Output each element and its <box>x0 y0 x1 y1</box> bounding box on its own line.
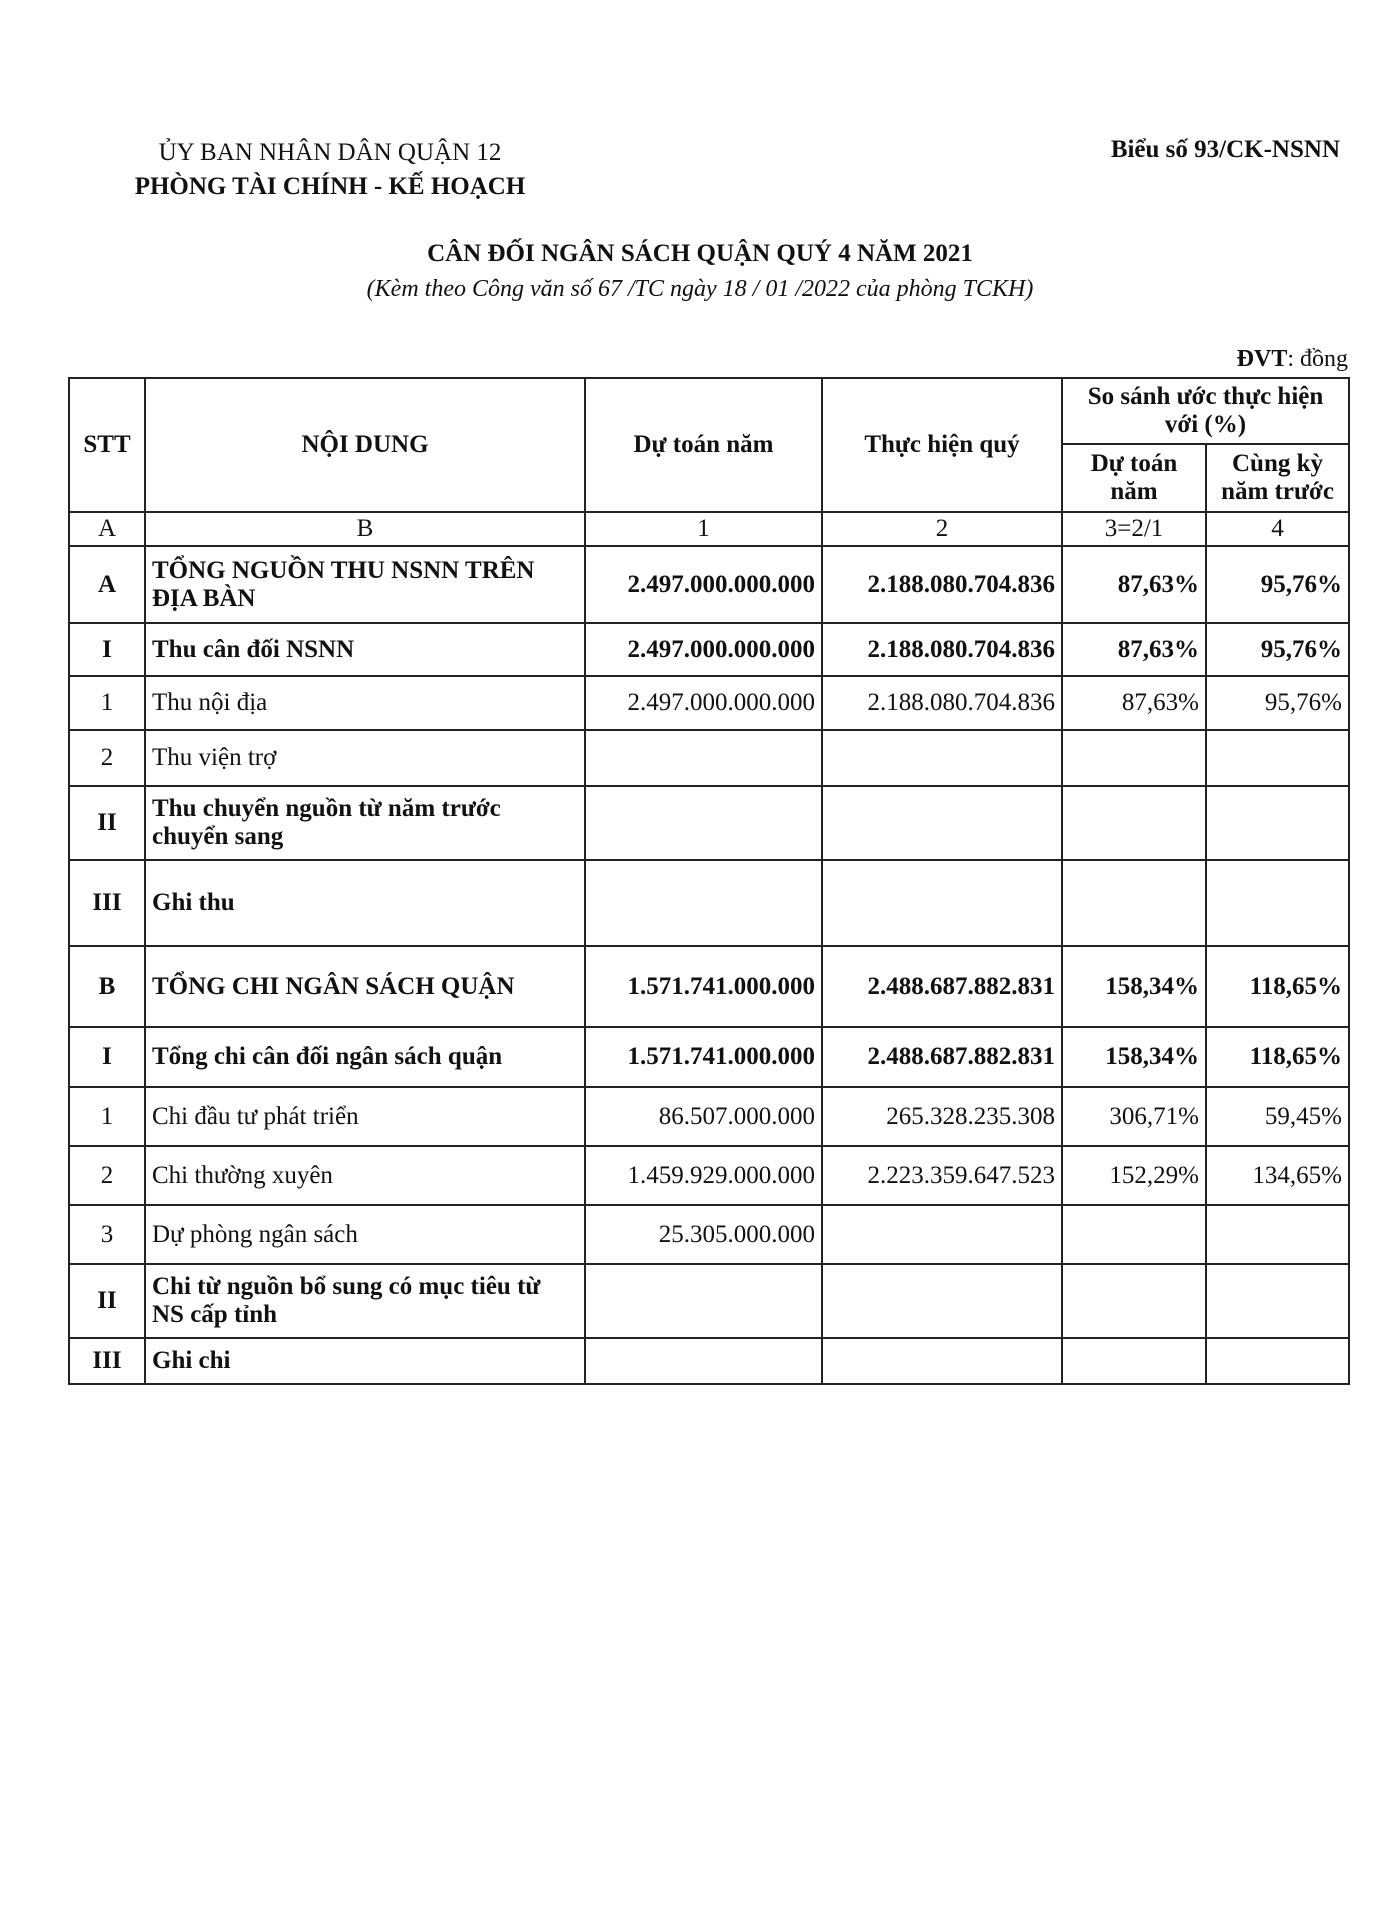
col-header-actual: Thực hiện quý <box>822 378 1062 512</box>
table-row <box>69 1338 1349 1384</box>
index-cell: 2 <box>822 512 1062 546</box>
table-row <box>69 860 1349 946</box>
row-pct-prev: 59,45% <box>1206 1087 1349 1146</box>
row-stt: 1 <box>69 1087 145 1146</box>
row-pct-estimate: 87,63% <box>1062 546 1206 623</box>
document-title: CÂN ĐỐI NGÂN SÁCH QUẬN QUÝ 4 NĂM 2021 <box>427 240 973 267</box>
row-content: TỔNG CHI NGÂN SÁCH QUẬN <box>145 946 585 1027</box>
document-subtitle: (Kèm theo Công văn số 67 /TC ngày 18 / 01 /2022 của phòng TCKH) <box>366 276 1034 302</box>
row-content: Thu viện trợ <box>145 730 585 786</box>
table-row <box>69 1264 1349 1338</box>
index-cell: B <box>145 512 585 546</box>
row-pct-estimate: 87,63% <box>1062 623 1206 676</box>
row-actual: 2.488.687.882.831 <box>822 946 1062 1027</box>
row-estimate <box>585 730 822 786</box>
unit-label-value: : đồng <box>1287 346 1348 372</box>
row-pct-prev: 95,76% <box>1206 676 1349 730</box>
col-header-compare: So sánh ước thực hiện với (%) <box>1062 378 1349 444</box>
row-pct-prev <box>1206 860 1349 946</box>
row-content: Ghi thu <box>145 860 585 946</box>
row-estimate: 1.571.741.000.000 <box>585 1027 822 1087</box>
table-row <box>69 676 1349 730</box>
row-pct-estimate <box>1062 786 1206 860</box>
row-actual: 2.223.359.647.523 <box>822 1146 1062 1205</box>
row-stt: I <box>69 1027 145 1087</box>
row-actual <box>822 860 1062 946</box>
column-index-row <box>69 512 1349 546</box>
row-stt: III <box>69 860 145 946</box>
row-estimate <box>585 1264 822 1338</box>
row-pct-estimate <box>1062 1264 1206 1338</box>
table-row <box>69 546 1349 623</box>
row-actual <box>822 730 1062 786</box>
table-row <box>69 730 1349 786</box>
agency-line-1: ỦY BAN NHÂN DÂN QUẬN 12 <box>158 139 502 166</box>
index-cell: A <box>69 512 145 546</box>
row-content: Chi thường xuyên <box>145 1146 585 1205</box>
row-pct-estimate <box>1062 860 1206 946</box>
row-actual <box>822 1205 1062 1264</box>
row-pct-prev <box>1206 1264 1349 1338</box>
row-stt: B <box>69 946 145 1027</box>
row-actual: 2.188.080.704.836 <box>822 546 1062 623</box>
row-pct-estimate <box>1062 1205 1206 1264</box>
row-pct-estimate: 158,34% <box>1062 946 1206 1027</box>
row-pct-estimate: 87,63% <box>1062 676 1206 730</box>
header-row-1 <box>69 378 1349 444</box>
row-content: Chi đầu tư phát triển <box>145 1087 585 1146</box>
row-stt: II <box>69 786 145 860</box>
col-header-cmp-estimate: Dự toán năm <box>1062 444 1206 512</box>
row-actual: 265.328.235.308 <box>822 1087 1062 1146</box>
row-estimate <box>585 1338 822 1384</box>
row-stt: 2 <box>69 1146 145 1205</box>
table-row <box>69 786 1349 860</box>
row-estimate: 25.305.000.000 <box>585 1205 822 1264</box>
form-number: Biểu số 93/CK-NSNN <box>1110 136 1340 163</box>
row-actual <box>822 1338 1062 1384</box>
row-content: Tổng chi cân đối ngân sách quận <box>145 1027 585 1087</box>
row-actual <box>822 1264 1062 1338</box>
row-estimate: 2.497.000.000.000 <box>585 676 822 730</box>
issuing-agency <box>110 136 550 204</box>
row-pct-prev: 134,65% <box>1206 1146 1349 1205</box>
row-estimate: 2.497.000.000.000 <box>585 623 822 676</box>
row-content: TỔNG NGUỒN THU NSNN TRÊN ĐỊA BÀN <box>145 546 585 623</box>
row-actual: 2.188.080.704.836 <box>822 623 1062 676</box>
row-pct-prev <box>1206 786 1349 860</box>
row-pct-estimate: 158,34% <box>1062 1027 1206 1087</box>
index-cell: 4 <box>1206 512 1349 546</box>
row-estimate <box>585 860 822 946</box>
row-stt: 1 <box>69 676 145 730</box>
row-pct-prev: 95,76% <box>1206 546 1349 623</box>
row-stt: II <box>69 1264 145 1338</box>
index-cell: 3=2/1 <box>1062 512 1206 546</box>
row-content: Dự phòng ngân sách <box>145 1205 585 1264</box>
col-header-estimate: Dự toán năm <box>585 378 822 512</box>
index-cell: 1 <box>585 512 822 546</box>
row-pct-prev <box>1206 1205 1349 1264</box>
row-estimate: 2.497.000.000.000 <box>585 546 822 623</box>
row-content: Thu cân đối NSNN <box>145 623 585 676</box>
table-row <box>69 946 1349 1027</box>
row-pct-estimate: 306,71% <box>1062 1087 1206 1146</box>
row-content: Thu nội địa <box>145 676 585 730</box>
row-content: Thu chuyển nguồn từ năm trước chuyển sang <box>145 786 585 860</box>
unit-label <box>1237 346 1348 373</box>
row-actual <box>822 786 1062 860</box>
agency-line-2: PHÒNG TÀI CHÍNH - KẾ HOẠCH <box>134 173 526 200</box>
row-pct-prev: 95,76% <box>1206 623 1349 676</box>
row-stt: 3 <box>69 1205 145 1264</box>
row-estimate: 86.507.000.000 <box>585 1087 822 1146</box>
row-content: Chi từ nguồn bổ sung có mục tiêu từ NS cấp tỉnh <box>145 1264 585 1338</box>
row-pct-estimate: 152,29% <box>1062 1146 1206 1205</box>
table-row <box>69 1205 1349 1264</box>
row-pct-prev: 118,65% <box>1206 946 1349 1027</box>
col-header-cmp-prev-year: Cùng kỳ năm trước <box>1206 444 1349 512</box>
row-stt: A <box>69 546 145 623</box>
col-header-content: NỘI DUNG <box>145 378 585 512</box>
table-row <box>69 1027 1349 1087</box>
row-stt: III <box>69 1338 145 1384</box>
row-pct-estimate <box>1062 1338 1206 1384</box>
row-estimate: 1.571.741.000.000 <box>585 946 822 1027</box>
table-row <box>69 1146 1349 1205</box>
row-actual: 2.488.687.882.831 <box>822 1027 1062 1087</box>
row-stt: I <box>69 623 145 676</box>
row-pct-prev: 118,65% <box>1206 1027 1349 1087</box>
row-estimate: 1.459.929.000.000 <box>585 1146 822 1205</box>
row-pct-estimate <box>1062 730 1206 786</box>
row-stt: 2 <box>69 730 145 786</box>
row-estimate <box>585 786 822 860</box>
row-content: Ghi chi <box>145 1338 585 1384</box>
table-row <box>69 1087 1349 1146</box>
row-actual: 2.188.080.704.836 <box>822 676 1062 730</box>
row-pct-prev <box>1206 1338 1349 1384</box>
col-header-stt: STT <box>69 378 145 512</box>
table-row <box>69 623 1349 676</box>
row-pct-prev <box>1206 730 1349 786</box>
budget-table <box>68 377 1350 1385</box>
unit-label-key: ĐVT <box>1236 346 1288 372</box>
